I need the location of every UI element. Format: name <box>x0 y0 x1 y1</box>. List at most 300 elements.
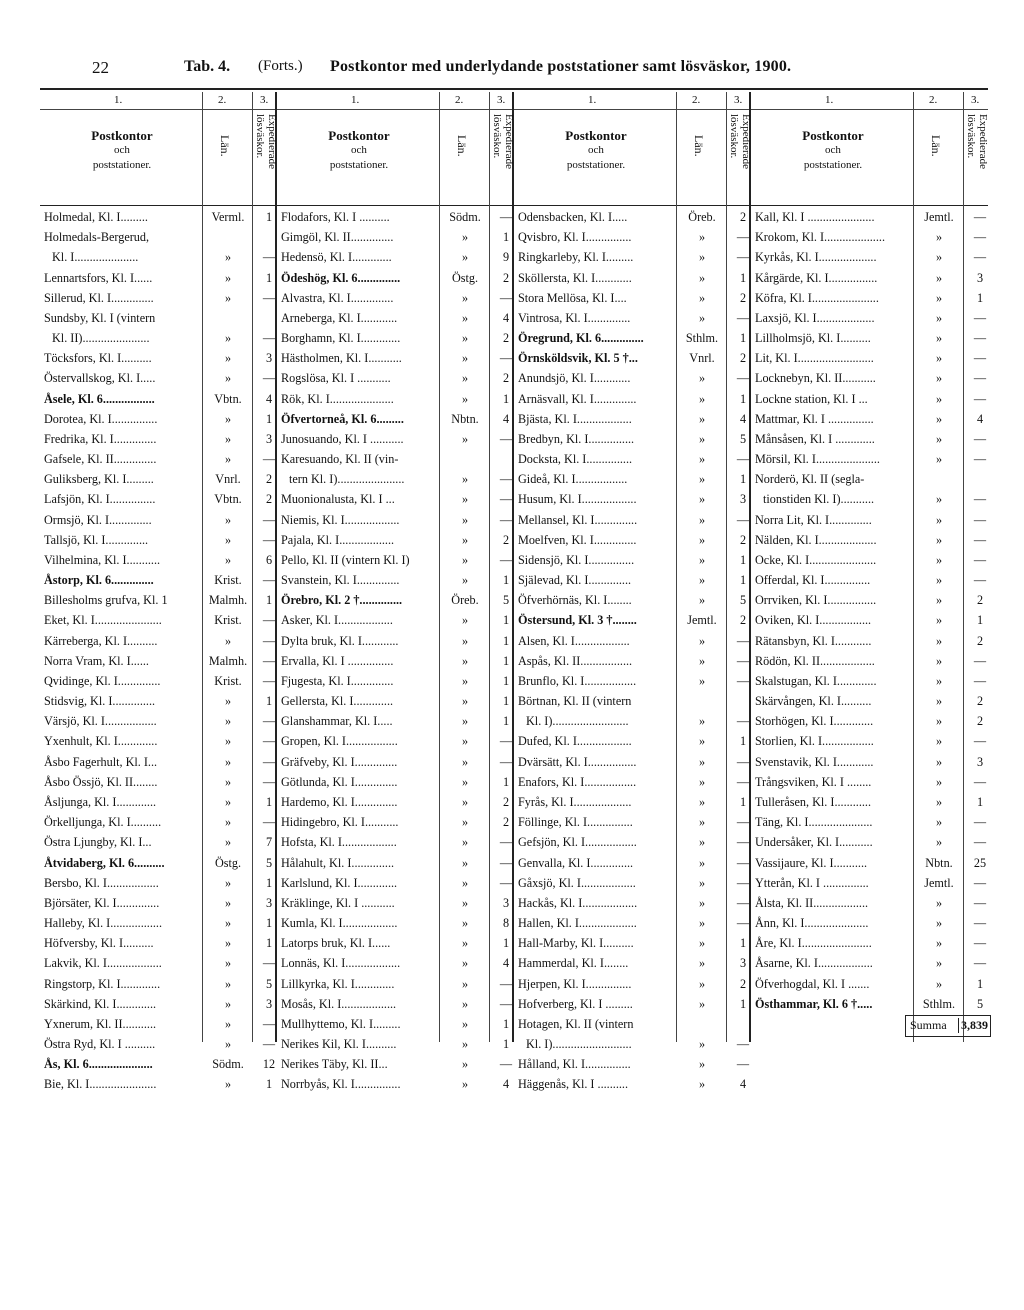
lan-cell: » <box>224 250 232 265</box>
office-name: Hästholmen, Kl. I........... <box>281 351 402 366</box>
office-name: Stora Mellösa, Kl. I.... <box>518 290 627 305</box>
office-name: Fyrås, Kl. I................... <box>518 794 632 809</box>
office-name: Hålahult, Kl. I.............. <box>281 855 395 870</box>
header-name-line: och <box>825 144 841 156</box>
office-name: Östhammar, Kl. 6 †..... <box>755 996 873 1011</box>
office-name: Götlunda, Kl. I.............. <box>281 774 398 789</box>
expedierade-cell: — <box>973 552 987 567</box>
expedierade-cell: 1 <box>739 552 747 567</box>
office-name: Mattmar, Kl. I ............... <box>755 411 874 426</box>
office-name: Föllinge, Kl. I............... <box>518 815 633 830</box>
expedierade-cell: — <box>262 573 276 588</box>
office-name: Storlien, Kl. I................. <box>755 734 874 749</box>
expedierade-cell: — <box>499 734 513 749</box>
office-name: Genvalla, Kl. I.............. <box>518 855 634 870</box>
lan-cell: » <box>935 411 943 426</box>
office-name: Hedensö, Kl. I............. <box>281 250 392 265</box>
expedierade-cell: — <box>973 492 987 507</box>
lan-cell: » <box>698 1077 706 1092</box>
expedierade-cell: 1 <box>265 210 273 224</box>
office-name: Öfvertorneå, Kl. 6......... <box>281 411 404 426</box>
office-name: Storhögen, Kl. I............. <box>755 714 874 729</box>
lan-cell: » <box>698 734 706 749</box>
lan-cell: Jemtl. <box>687 613 717 628</box>
expedierade-cell: 1 <box>265 1077 273 1092</box>
lan-cell: » <box>224 794 232 809</box>
expedierade-cell: — <box>499 290 513 305</box>
header-name-line: och <box>114 144 130 156</box>
lan-cell: » <box>698 653 706 668</box>
lan-cell: » <box>461 512 469 527</box>
expedierade-cell: 1 <box>976 794 984 809</box>
expedierade-cell: — <box>499 754 513 769</box>
header-name-line: poststationer. <box>566 159 626 171</box>
expedierade-cell: 4 <box>739 411 747 426</box>
continuation-label: (Forts.) <box>258 58 303 74</box>
lan-cell: » <box>698 996 706 1011</box>
lan-cell: Krist. <box>214 673 242 688</box>
office-name: Yxnerum, Kl. II........... <box>44 1016 157 1031</box>
lan-cell: » <box>461 956 469 971</box>
lan-cell: » <box>698 916 706 931</box>
expedierade-cell: — <box>499 210 513 224</box>
expedierade-cell: — <box>262 512 276 527</box>
expedierade-cell: — <box>736 815 750 830</box>
expedierade-cell: 2 <box>502 331 510 346</box>
lan-cell: » <box>698 431 706 446</box>
office-name: Karesuando, Kl. II (vin- <box>281 452 399 467</box>
expedierade-cell: 1 <box>739 734 747 749</box>
lan-cell: » <box>935 512 943 527</box>
lan-cell: » <box>461 472 469 487</box>
office-name: Pajala, Kl. I.................. <box>281 532 395 547</box>
office-name: Östersund, Kl. 3 †........ <box>518 613 637 628</box>
office-name: Hall-Marby, Kl. I.......... <box>518 936 634 951</box>
lan-cell: » <box>935 270 943 285</box>
header-lan-text: Län. <box>692 135 706 157</box>
header-expedierade <box>728 112 754 202</box>
office-name: Tulleråsen, Kl. I............ <box>755 794 872 809</box>
expedierade-cell: — <box>499 835 513 850</box>
office-name: Bredbyn, Kl. I............... <box>518 431 635 446</box>
office-name: Lillkyrka, Kl. I............. <box>281 976 395 991</box>
expedierade-cell: 1 <box>739 573 747 588</box>
header-exp-line1: Expedierade <box>740 114 752 169</box>
header-name-line: poststationer. <box>329 159 389 171</box>
header-lan <box>929 135 945 165</box>
lan-cell: » <box>461 673 469 688</box>
expedierade-cell: 1 <box>502 673 510 688</box>
summa-value: 3,839 <box>958 1018 988 1033</box>
office-name: Lafsjön, Kl. I............... <box>44 492 156 507</box>
office-name: Rödön, Kl. II.................. <box>755 653 875 668</box>
expedierade-cell: 1 <box>976 290 984 305</box>
office-name: Öregrund, Kl. 6.............. <box>518 331 644 346</box>
lan-cell: Östg. <box>214 855 242 870</box>
expedierade-cell: — <box>736 754 750 769</box>
lan-cell: » <box>461 613 469 628</box>
subcolumn-rule <box>489 92 490 1042</box>
expedierade-cell: — <box>973 653 987 668</box>
lan-cell: » <box>698 472 706 487</box>
expedierade-cell: 1 <box>502 1016 510 1031</box>
lan-cell: » <box>224 512 232 527</box>
lan-cell: » <box>935 754 943 769</box>
expedierade-cell: — <box>973 391 987 406</box>
office-name: Rätansbyn, Kl. I............ <box>755 633 872 648</box>
lan-cell: » <box>461 532 469 547</box>
expedierade-cell: 3 <box>265 895 273 910</box>
expedierade-cell: — <box>736 774 750 789</box>
lan-cell: » <box>935 976 943 991</box>
expedierade-cell: 5 <box>739 431 747 446</box>
lan-cell: Sthlm. <box>685 331 719 346</box>
lan-cell: » <box>461 855 469 870</box>
office-name: Orrviken, Kl. I................ <box>755 593 877 608</box>
lan-cell: Krist. <box>214 573 242 588</box>
lan-cell: » <box>224 835 232 850</box>
lan-cell: Öreb. <box>688 210 716 224</box>
office-name: Täng, Kl. I..................... <box>755 815 873 830</box>
office-name: Billesholms grufva, Kl. 1 <box>44 593 168 608</box>
lan-cell: » <box>698 532 706 547</box>
office-name: Värsjö, Kl. I................. <box>44 714 157 729</box>
lan-cell: » <box>935 936 943 951</box>
column-number-1: 1. <box>825 94 834 106</box>
lan-cell: » <box>461 1016 469 1031</box>
office-name: Hardemo, Kl. I.............. <box>281 794 398 809</box>
expedierade-cell: — <box>736 875 750 890</box>
office-name: Sundsby, Kl. I (vintern <box>44 310 156 325</box>
expedierade-cell: — <box>973 532 987 547</box>
lan-cell: » <box>935 452 943 467</box>
lan-cell: Södm. <box>212 1057 244 1072</box>
header-exp-line2: lösväskor. <box>728 114 740 159</box>
header-name-line: och <box>351 144 367 156</box>
office-name: Stidsvig, Kl. I.............. <box>44 694 156 709</box>
lan-cell: » <box>935 230 943 245</box>
expedierade-cell: 2 <box>265 492 273 507</box>
expedierade-cell: — <box>499 1057 513 1072</box>
expedierade-cell: — <box>973 431 987 446</box>
lan-cell: » <box>698 855 706 870</box>
office-name: Lit, Kl. I......................... <box>755 351 874 366</box>
expedierade-cell: — <box>973 452 987 467</box>
column-number-3: 3. <box>734 94 743 106</box>
expedierade-cell: 4 <box>265 391 273 406</box>
expedierade-cell: — <box>973 774 987 789</box>
expedierade-cell: 3 <box>265 351 273 366</box>
lan-cell: » <box>461 794 469 809</box>
header-name-line: Postkontor <box>802 128 864 143</box>
expedierade-cell: 25 <box>973 855 987 870</box>
office-name: Ålsta, Kl. II.................. <box>755 895 869 910</box>
expedierade-cell: — <box>736 673 750 688</box>
lan-cell: » <box>935 895 943 910</box>
lan-cell: » <box>698 593 706 608</box>
expedierade-cell: 1 <box>739 391 747 406</box>
lan-cell: » <box>461 310 469 325</box>
office-name: Odensbacken, Kl. I..... <box>518 210 628 224</box>
header-expedierade <box>254 112 280 202</box>
expedierade-cell: 1 <box>976 976 984 991</box>
office-name: Yxenhult, Kl. I............. <box>44 734 158 749</box>
column-number-2: 2. <box>692 94 701 106</box>
lan-cell: » <box>935 956 943 971</box>
expedierade-cell: — <box>499 472 513 487</box>
expedierade-cell: 1 <box>265 411 273 426</box>
office-name: Laxsjö, Kl. I................... <box>755 310 875 325</box>
expedierade-cell: — <box>973 331 987 346</box>
office-name: Aspås, Kl. II................. <box>518 653 633 668</box>
header-name-line: Postkontor <box>565 128 627 143</box>
lan-cell: Jemtl. <box>924 875 954 890</box>
office-name: Lakvik, Kl. I.................. <box>44 956 162 971</box>
office-name: Kl. I)......................... <box>526 714 629 729</box>
lan-cell: » <box>224 1077 232 1092</box>
office-name: Dorotea, Kl. I............... <box>44 411 158 426</box>
page-title: Postkontor med underlydande poststationer samt lösväskor, 1900. <box>330 58 792 75</box>
lan-cell: » <box>698 875 706 890</box>
expedierade-cell: — <box>262 734 276 749</box>
lan-cell: Vbtn. <box>214 391 242 406</box>
expedierade-cell: — <box>736 371 750 386</box>
header-exp-line2: lösväskor. <box>491 114 503 159</box>
lan-cell: » <box>461 492 469 507</box>
office-name: Nerikes Täby, Kl. II... <box>281 1057 388 1072</box>
expedierade-cell: — <box>973 512 987 527</box>
expedierade-cell: 2 <box>976 714 984 729</box>
header-lan <box>218 135 234 165</box>
lan-cell: » <box>698 250 706 265</box>
lan-cell: » <box>698 492 706 507</box>
header-postkontor <box>755 128 911 173</box>
expedierade-cell: — <box>736 895 750 910</box>
header-exp-line1: Expedierade <box>503 114 515 169</box>
expedierade-cell: 1 <box>265 593 273 608</box>
office-name: Åsarne, Kl. I.................. <box>755 956 873 971</box>
office-name: Kl. II)...................... <box>52 331 150 346</box>
expedierade-cell: 2 <box>502 532 510 547</box>
lan-cell: » <box>461 815 469 830</box>
lan-cell: » <box>698 714 706 729</box>
expedierade-cell: — <box>736 452 750 467</box>
lan-cell: » <box>461 996 469 1011</box>
column-number-1: 1. <box>588 94 597 106</box>
lan-cell: » <box>698 290 706 305</box>
office-name: Ånn, Kl. I..................... <box>755 916 869 931</box>
expedierade-cell: 2 <box>739 976 747 991</box>
lan-cell: » <box>224 1037 232 1052</box>
expedierade-cell: — <box>262 774 276 789</box>
office-name: Alsen, Kl. I.................. <box>518 633 630 648</box>
office-name: Kumla, Kl. I.................. <box>281 916 398 931</box>
office-name: Locknebyn, Kl. II........... <box>755 371 876 386</box>
expedierade-cell: — <box>499 492 513 507</box>
subcolumn-rule <box>252 92 253 1042</box>
expedierade-cell: — <box>499 512 513 527</box>
lan-cell: Vnrl. <box>689 351 715 366</box>
lan-cell: » <box>224 734 232 749</box>
office-name: Ervalla, Kl. I ............... <box>281 653 394 668</box>
subcolumn-rule <box>963 92 964 1042</box>
expedierade-cell: 1 <box>976 613 984 628</box>
office-name: Norra Vram, Kl. I...... <box>44 653 149 668</box>
expedierade-cell: — <box>262 754 276 769</box>
lan-cell: » <box>224 895 232 910</box>
office-name: Åsbo Fagerhult, Kl. I... <box>44 754 158 769</box>
office-name: Hotagen, Kl. II (vintern <box>518 1016 634 1031</box>
table-label: Tab. 4. <box>184 58 231 75</box>
office-name: Gåxsjö, Kl. I.................. <box>518 875 636 890</box>
header-name-line: Postkontor <box>91 128 153 143</box>
lan-cell: » <box>461 331 469 346</box>
lan-cell: » <box>224 714 232 729</box>
expedierade-cell: 1 <box>502 653 510 668</box>
office-name: Moelfven, Kl. I.............. <box>518 532 637 547</box>
page-number: 22 <box>92 58 109 77</box>
expedierade-cell: 2 <box>739 290 747 305</box>
office-name: Latorps bruk, Kl. I...... <box>281 936 391 951</box>
header-lan-text: Län. <box>455 135 469 157</box>
top-rule <box>40 88 988 90</box>
lan-cell: » <box>224 936 232 951</box>
subcolumn-rule <box>676 92 677 1042</box>
expedierade-cell: 2 <box>739 351 747 366</box>
lan-cell: » <box>461 653 469 668</box>
office-name: Brunflo, Kl. I................. <box>518 673 637 688</box>
office-name: Oviken, Kl. I................. <box>755 613 872 628</box>
office-name: Ringstorp, Kl. I............. <box>44 976 161 991</box>
office-name: Åre, Kl. I....................... <box>755 936 872 951</box>
header-lan-text: Län. <box>218 135 232 157</box>
lan-cell: » <box>224 875 232 890</box>
expedierade-cell: — <box>973 573 987 588</box>
office-name: Östra Ryd, Kl. I .......... <box>44 1037 156 1052</box>
expedierade-cell: — <box>262 956 276 971</box>
office-name: Vintrosa, Kl. I.............. <box>518 310 631 325</box>
office-name: Örkelljunga, Kl. I.......... <box>44 815 162 830</box>
office-name: Glanshammar, Kl. I..... <box>281 714 393 729</box>
lan-cell: » <box>935 734 943 749</box>
expedierade-cell: — <box>973 835 987 850</box>
lan-cell: » <box>935 391 943 406</box>
office-name: Kräklinge, Kl. I ........... <box>281 895 395 910</box>
expedierade-cell: — <box>973 230 987 245</box>
office-name: Mörsil, Kl. I..................... <box>755 452 880 467</box>
lan-cell: » <box>461 431 469 446</box>
office-name: Åsbo Össjö, Kl. II........ <box>44 774 158 789</box>
expedierade-cell: 1 <box>502 573 510 588</box>
expedierade-cell: 2 <box>502 371 510 386</box>
lan-cell: » <box>698 754 706 769</box>
column-number-1: 1. <box>351 94 360 106</box>
expedierade-cell: 2 <box>739 613 747 628</box>
office-name: Krokom, Kl. I.................... <box>755 230 885 245</box>
expedierade-cell: 1 <box>265 794 273 809</box>
expedierade-cell: — <box>736 653 750 668</box>
lan-cell: Södm. <box>449 210 481 224</box>
office-name: Sköllersta, Kl. I............ <box>518 270 632 285</box>
header-name-line: poststationer. <box>803 159 863 171</box>
office-name: Gideå, Kl. I................. <box>518 472 628 487</box>
lan-cell: » <box>935 673 943 688</box>
lan-cell: » <box>224 452 232 467</box>
lan-cell: » <box>935 633 943 648</box>
lan-cell: » <box>935 250 943 265</box>
office-name: Hammerdal, Kl. I........ <box>518 956 629 971</box>
office-name: Gafsele, Kl. II.............. <box>44 452 157 467</box>
lan-cell: » <box>461 916 469 931</box>
column-number-3: 3. <box>260 94 269 106</box>
office-name: Bie, Kl. I...................... <box>44 1077 157 1092</box>
lan-cell: Nbtn. <box>925 855 953 870</box>
lan-cell: » <box>935 613 943 628</box>
lan-cell: » <box>461 754 469 769</box>
lan-cell: » <box>935 431 943 446</box>
office-name: Niemis, Kl. I.................. <box>281 512 400 527</box>
lan-cell: » <box>698 673 706 688</box>
header-exp-line1: Expedierade <box>977 114 989 169</box>
office-name: Vilhelmina, Kl. I........... <box>44 552 161 567</box>
expedierade-cell: — <box>973 936 987 951</box>
expedierade-cell: 1 <box>502 230 510 245</box>
expedierade-cell: 1 <box>265 875 273 890</box>
office-name: Gimgöl, Kl. II.............. <box>281 230 394 245</box>
expedierade-cell: 3 <box>502 895 510 910</box>
lan-cell: » <box>461 633 469 648</box>
lan-cell: Öreb. <box>451 593 479 608</box>
lan-cell: » <box>461 250 469 265</box>
office-name: Halleby, Kl. I................. <box>44 916 163 931</box>
lan-cell: » <box>698 573 706 588</box>
expedierade-cell: 1 <box>739 270 747 285</box>
expedierade-cell: — <box>736 310 750 325</box>
lan-cell: » <box>935 774 943 789</box>
office-name: Karlslund, Kl. I............. <box>281 875 398 890</box>
expedierade-cell: — <box>973 351 987 366</box>
lan-cell: » <box>935 815 943 830</box>
office-name: Mullhyttemo, Kl. I......... <box>281 1016 401 1031</box>
header-bottom-rule <box>40 205 988 206</box>
expedierade-cell: 1 <box>502 774 510 789</box>
expedierade-cell: — <box>262 653 276 668</box>
lan-cell: Vnrl. <box>215 472 241 487</box>
lan-cell: » <box>224 774 232 789</box>
lan-cell: » <box>461 694 469 709</box>
expedierade-cell: — <box>973 815 987 830</box>
lan-cell: » <box>224 633 232 648</box>
expedierade-cell: — <box>262 714 276 729</box>
expedierade-cell: 2 <box>502 815 510 830</box>
expedierade-cell: 6 <box>265 552 273 567</box>
expedierade-cell: 1 <box>502 714 510 729</box>
office-name: Kyrkås, Kl. I................... <box>755 250 877 265</box>
office-name: Ormsjö, Kl. I.............. <box>44 512 152 527</box>
office-name: Östervallskog, Kl. I..... <box>44 371 156 386</box>
office-name: Månsåsen, Kl. I ............. <box>755 431 875 446</box>
subcolumn-rule <box>913 92 914 1042</box>
expedierade-cell: — <box>262 633 276 648</box>
office-name: Lonnäs, Kl. I.................. <box>281 956 401 971</box>
header-name-line: och <box>588 144 604 156</box>
office-name: Pello, Kl. II (vintern Kl. I) <box>281 552 410 567</box>
office-name: Eket, Kl. I...................... <box>44 613 162 628</box>
lan-cell: » <box>224 371 232 386</box>
lan-cell: » <box>698 230 706 245</box>
lan-cell: » <box>698 512 706 527</box>
lan-cell: » <box>935 573 943 588</box>
